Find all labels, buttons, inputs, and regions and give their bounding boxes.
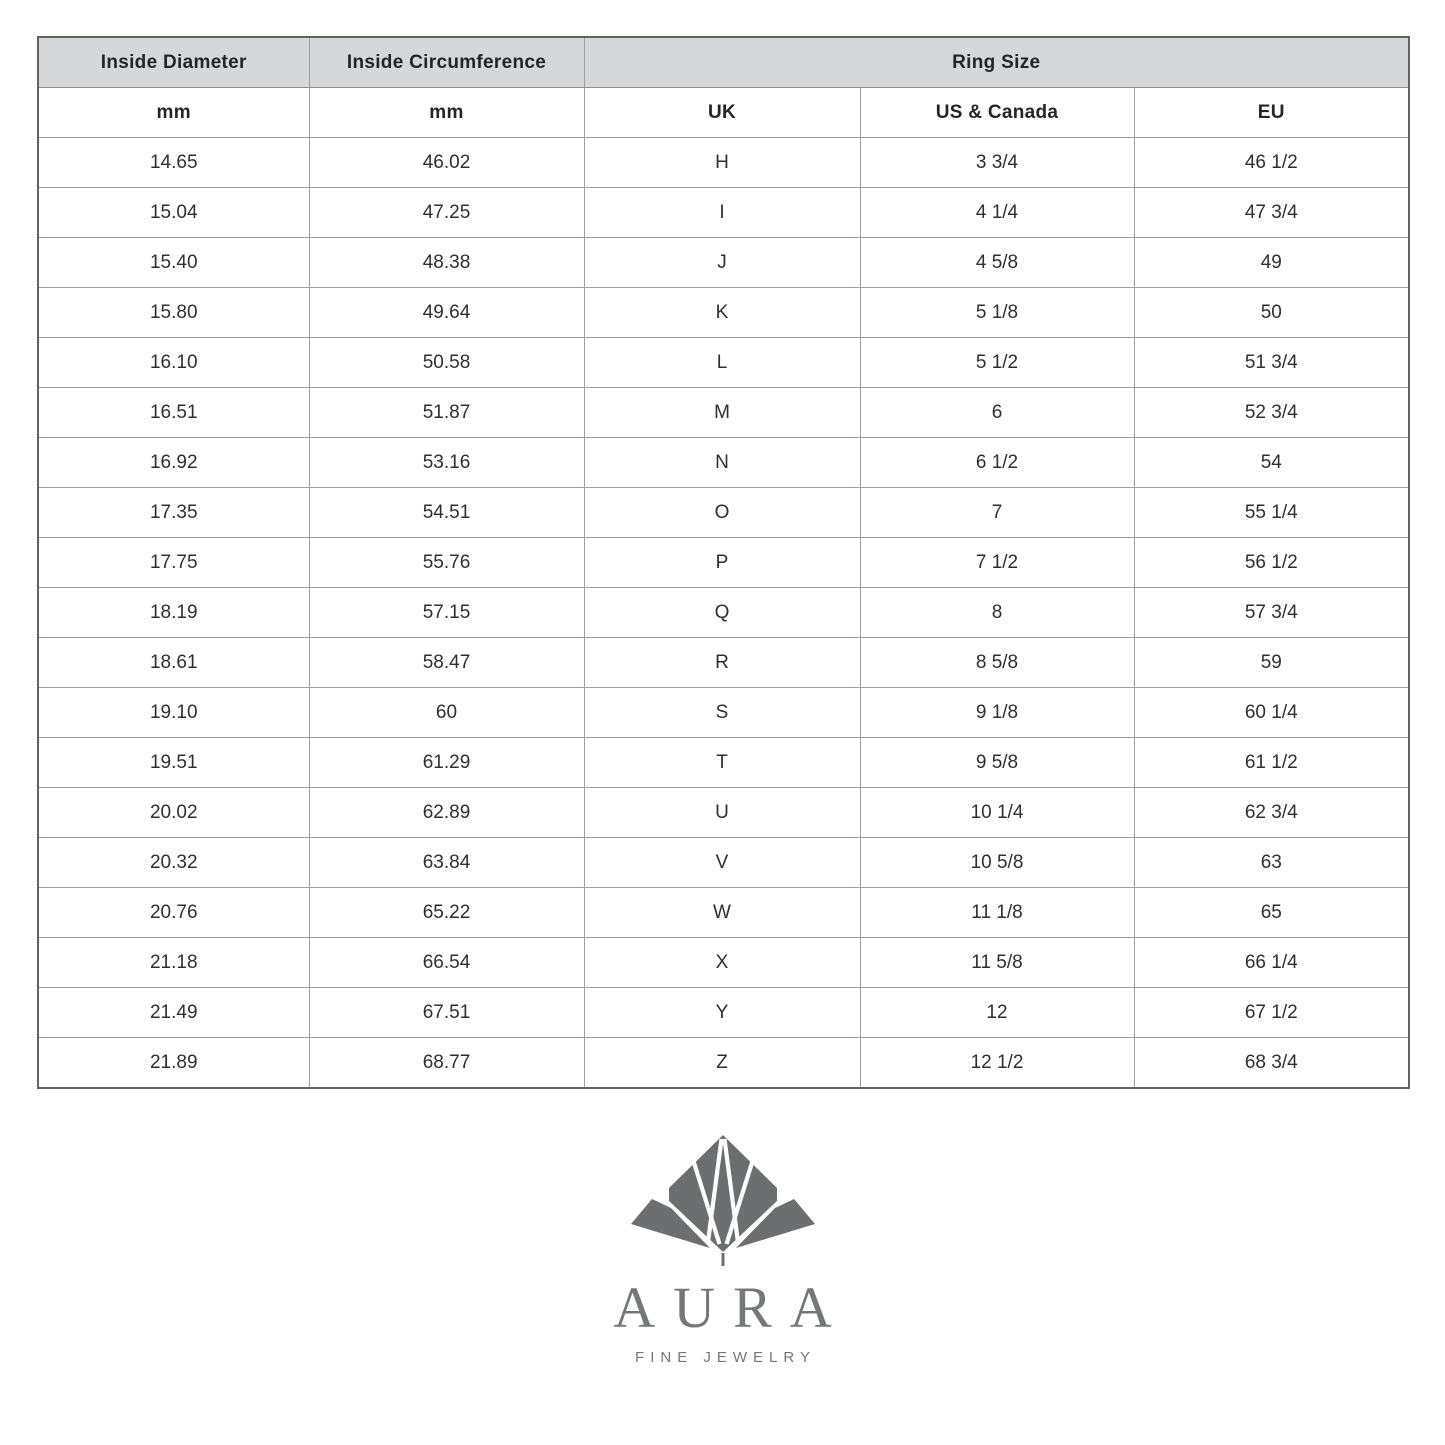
table-cell: 20.32 xyxy=(38,838,309,888)
col-header-ring-size: Ring Size xyxy=(584,37,1409,88)
table-cell: 63.84 xyxy=(309,838,584,888)
table-cell: 60 1/4 xyxy=(1134,688,1409,738)
table-cell: 8 xyxy=(860,588,1134,638)
table-cell: 49 xyxy=(1134,238,1409,288)
table-cell: 15.04 xyxy=(38,188,309,238)
table-cell: 60 xyxy=(309,688,584,738)
table-cell: 50.58 xyxy=(309,338,584,388)
table-cell: 50 xyxy=(1134,288,1409,338)
table-row xyxy=(38,788,1409,838)
fan-lotus-icon xyxy=(623,1127,823,1270)
table-cell: 47 3/4 xyxy=(1134,188,1409,238)
table-cell: 54 xyxy=(1134,438,1409,488)
table-cell: 3 3/4 xyxy=(860,138,1134,188)
table-cell: R xyxy=(584,638,860,688)
table-cell: 5 1/8 xyxy=(860,288,1134,338)
table-row xyxy=(38,538,1409,588)
table-body xyxy=(38,138,1409,1089)
table-cell: 11 1/8 xyxy=(860,888,1134,938)
table-cell: K xyxy=(584,288,860,338)
table-cell: 65 xyxy=(1134,888,1409,938)
table-cell: 17.35 xyxy=(38,488,309,538)
table-cell: 55 1/4 xyxy=(1134,488,1409,538)
table-cell: 14.65 xyxy=(38,138,309,188)
table-cell: W xyxy=(584,888,860,938)
table-cell: 6 1/2 xyxy=(860,438,1134,488)
table-cell: 62 3/4 xyxy=(1134,788,1409,838)
table-cell: 68 3/4 xyxy=(1134,1038,1409,1089)
subheader-circumference-mm: mm xyxy=(309,88,584,138)
table-cell: 53.16 xyxy=(309,438,584,488)
table-cell: 4 1/4 xyxy=(860,188,1134,238)
table-cell: 21.18 xyxy=(38,938,309,988)
table-cell: 19.51 xyxy=(38,738,309,788)
table-cell: 57.15 xyxy=(309,588,584,638)
table-cell: 48.38 xyxy=(309,238,584,288)
table-cell: 20.02 xyxy=(38,788,309,838)
table-cell: 62.89 xyxy=(309,788,584,838)
table-cell: 18.19 xyxy=(38,588,309,638)
table-cell: N xyxy=(584,438,860,488)
table-cell: 18.61 xyxy=(38,638,309,688)
table-row xyxy=(38,438,1409,488)
subheader-us-canada: US & Canada xyxy=(860,88,1134,138)
table-cell: Y xyxy=(584,988,860,1038)
table-cell: Q xyxy=(584,588,860,638)
table-cell: 5 1/2 xyxy=(860,338,1134,388)
table-cell: 52 3/4 xyxy=(1134,388,1409,438)
table-cell: 7 xyxy=(860,488,1134,538)
table-cell: 67.51 xyxy=(309,988,584,1038)
table-cell: 57 3/4 xyxy=(1134,588,1409,638)
table-cell: 46.02 xyxy=(309,138,584,188)
table-row xyxy=(38,988,1409,1038)
col-header-inside-circumference: Inside Circumference xyxy=(309,37,584,88)
table-cell: 8 5/8 xyxy=(860,638,1134,688)
table-cell: 16.10 xyxy=(38,338,309,388)
table-cell: 16.51 xyxy=(38,388,309,438)
table-cell: 61.29 xyxy=(309,738,584,788)
table-cell: 11 5/8 xyxy=(860,938,1134,988)
table-row xyxy=(38,388,1409,438)
table-cell: 15.80 xyxy=(38,288,309,338)
table-cell: 68.77 xyxy=(309,1038,584,1089)
table-cell: 10 1/4 xyxy=(860,788,1134,838)
table-row xyxy=(38,288,1409,338)
table-group-header-row xyxy=(38,37,1409,88)
table-row xyxy=(38,338,1409,388)
table-cell: 9 5/8 xyxy=(860,738,1134,788)
table-cell: 59 xyxy=(1134,638,1409,688)
table-cell: 15.40 xyxy=(38,238,309,288)
table-cell: Z xyxy=(584,1038,860,1089)
table-row xyxy=(38,688,1409,738)
table-row xyxy=(38,638,1409,688)
table-cell: S xyxy=(584,688,860,738)
brand-logo xyxy=(37,1127,1408,1365)
table-cell: M xyxy=(584,388,860,438)
table-cell: 46 1/2 xyxy=(1134,138,1409,188)
table-cell: 66 1/4 xyxy=(1134,938,1409,988)
table-row xyxy=(38,238,1409,288)
table-cell: 12 1/2 xyxy=(860,1038,1134,1089)
table-cell: 19.10 xyxy=(38,688,309,738)
table-cell: X xyxy=(584,938,860,988)
brand-tagline: FINE JEWELRY xyxy=(635,1349,816,1366)
subheader-diameter-mm: mm xyxy=(38,88,309,138)
table-cell: 7 1/2 xyxy=(860,538,1134,588)
table-cell: 66.54 xyxy=(309,938,584,988)
table-row xyxy=(38,488,1409,538)
brand-name: AURA xyxy=(613,1275,850,1340)
table-cell: O xyxy=(584,488,860,538)
table-row xyxy=(38,738,1409,788)
ring-size-table xyxy=(37,36,1410,1089)
table-cell: 51 3/4 xyxy=(1134,338,1409,388)
table-cell: 4 5/8 xyxy=(860,238,1134,288)
table-cell: L xyxy=(584,338,860,388)
table-cell: 21.49 xyxy=(38,988,309,1038)
table-cell: P xyxy=(584,538,860,588)
table-cell: 54.51 xyxy=(309,488,584,538)
table-cell: 65.22 xyxy=(309,888,584,938)
subheader-eu: EU xyxy=(1134,88,1409,138)
table-row xyxy=(38,588,1409,638)
table-row xyxy=(38,188,1409,238)
table-cell: 51.87 xyxy=(309,388,584,438)
table-cell: 49.64 xyxy=(309,288,584,338)
table-cell: 20.76 xyxy=(38,888,309,938)
table-cell: 16.92 xyxy=(38,438,309,488)
table-cell: H xyxy=(584,138,860,188)
subheader-uk: UK xyxy=(584,88,860,138)
table-cell: 47.25 xyxy=(309,188,584,238)
table-cell: V xyxy=(584,838,860,888)
table-cell: 12 xyxy=(860,988,1134,1038)
table-cell: 56 1/2 xyxy=(1134,538,1409,588)
table-row xyxy=(38,138,1409,188)
table-row xyxy=(38,1038,1409,1089)
table-row xyxy=(38,938,1409,988)
table-cell: U xyxy=(584,788,860,838)
table-subheader-row xyxy=(38,88,1409,138)
table-cell: 6 xyxy=(860,388,1134,438)
table-cell: 9 1/8 xyxy=(860,688,1134,738)
table-cell: 61 1/2 xyxy=(1134,738,1409,788)
table-cell: 10 5/8 xyxy=(860,838,1134,888)
table-cell: 21.89 xyxy=(38,1038,309,1089)
table-row xyxy=(38,838,1409,888)
table-cell: 67 1/2 xyxy=(1134,988,1409,1038)
col-header-inside-diameter: Inside Diameter xyxy=(38,37,309,88)
table-cell: 17.75 xyxy=(38,538,309,588)
table-cell: 63 xyxy=(1134,838,1409,888)
table-cell: 58.47 xyxy=(309,638,584,688)
table-row xyxy=(38,888,1409,938)
table-cell: J xyxy=(584,238,860,288)
table-cell: 55.76 xyxy=(309,538,584,588)
table-cell: T xyxy=(584,738,860,788)
table-cell: I xyxy=(584,188,860,238)
